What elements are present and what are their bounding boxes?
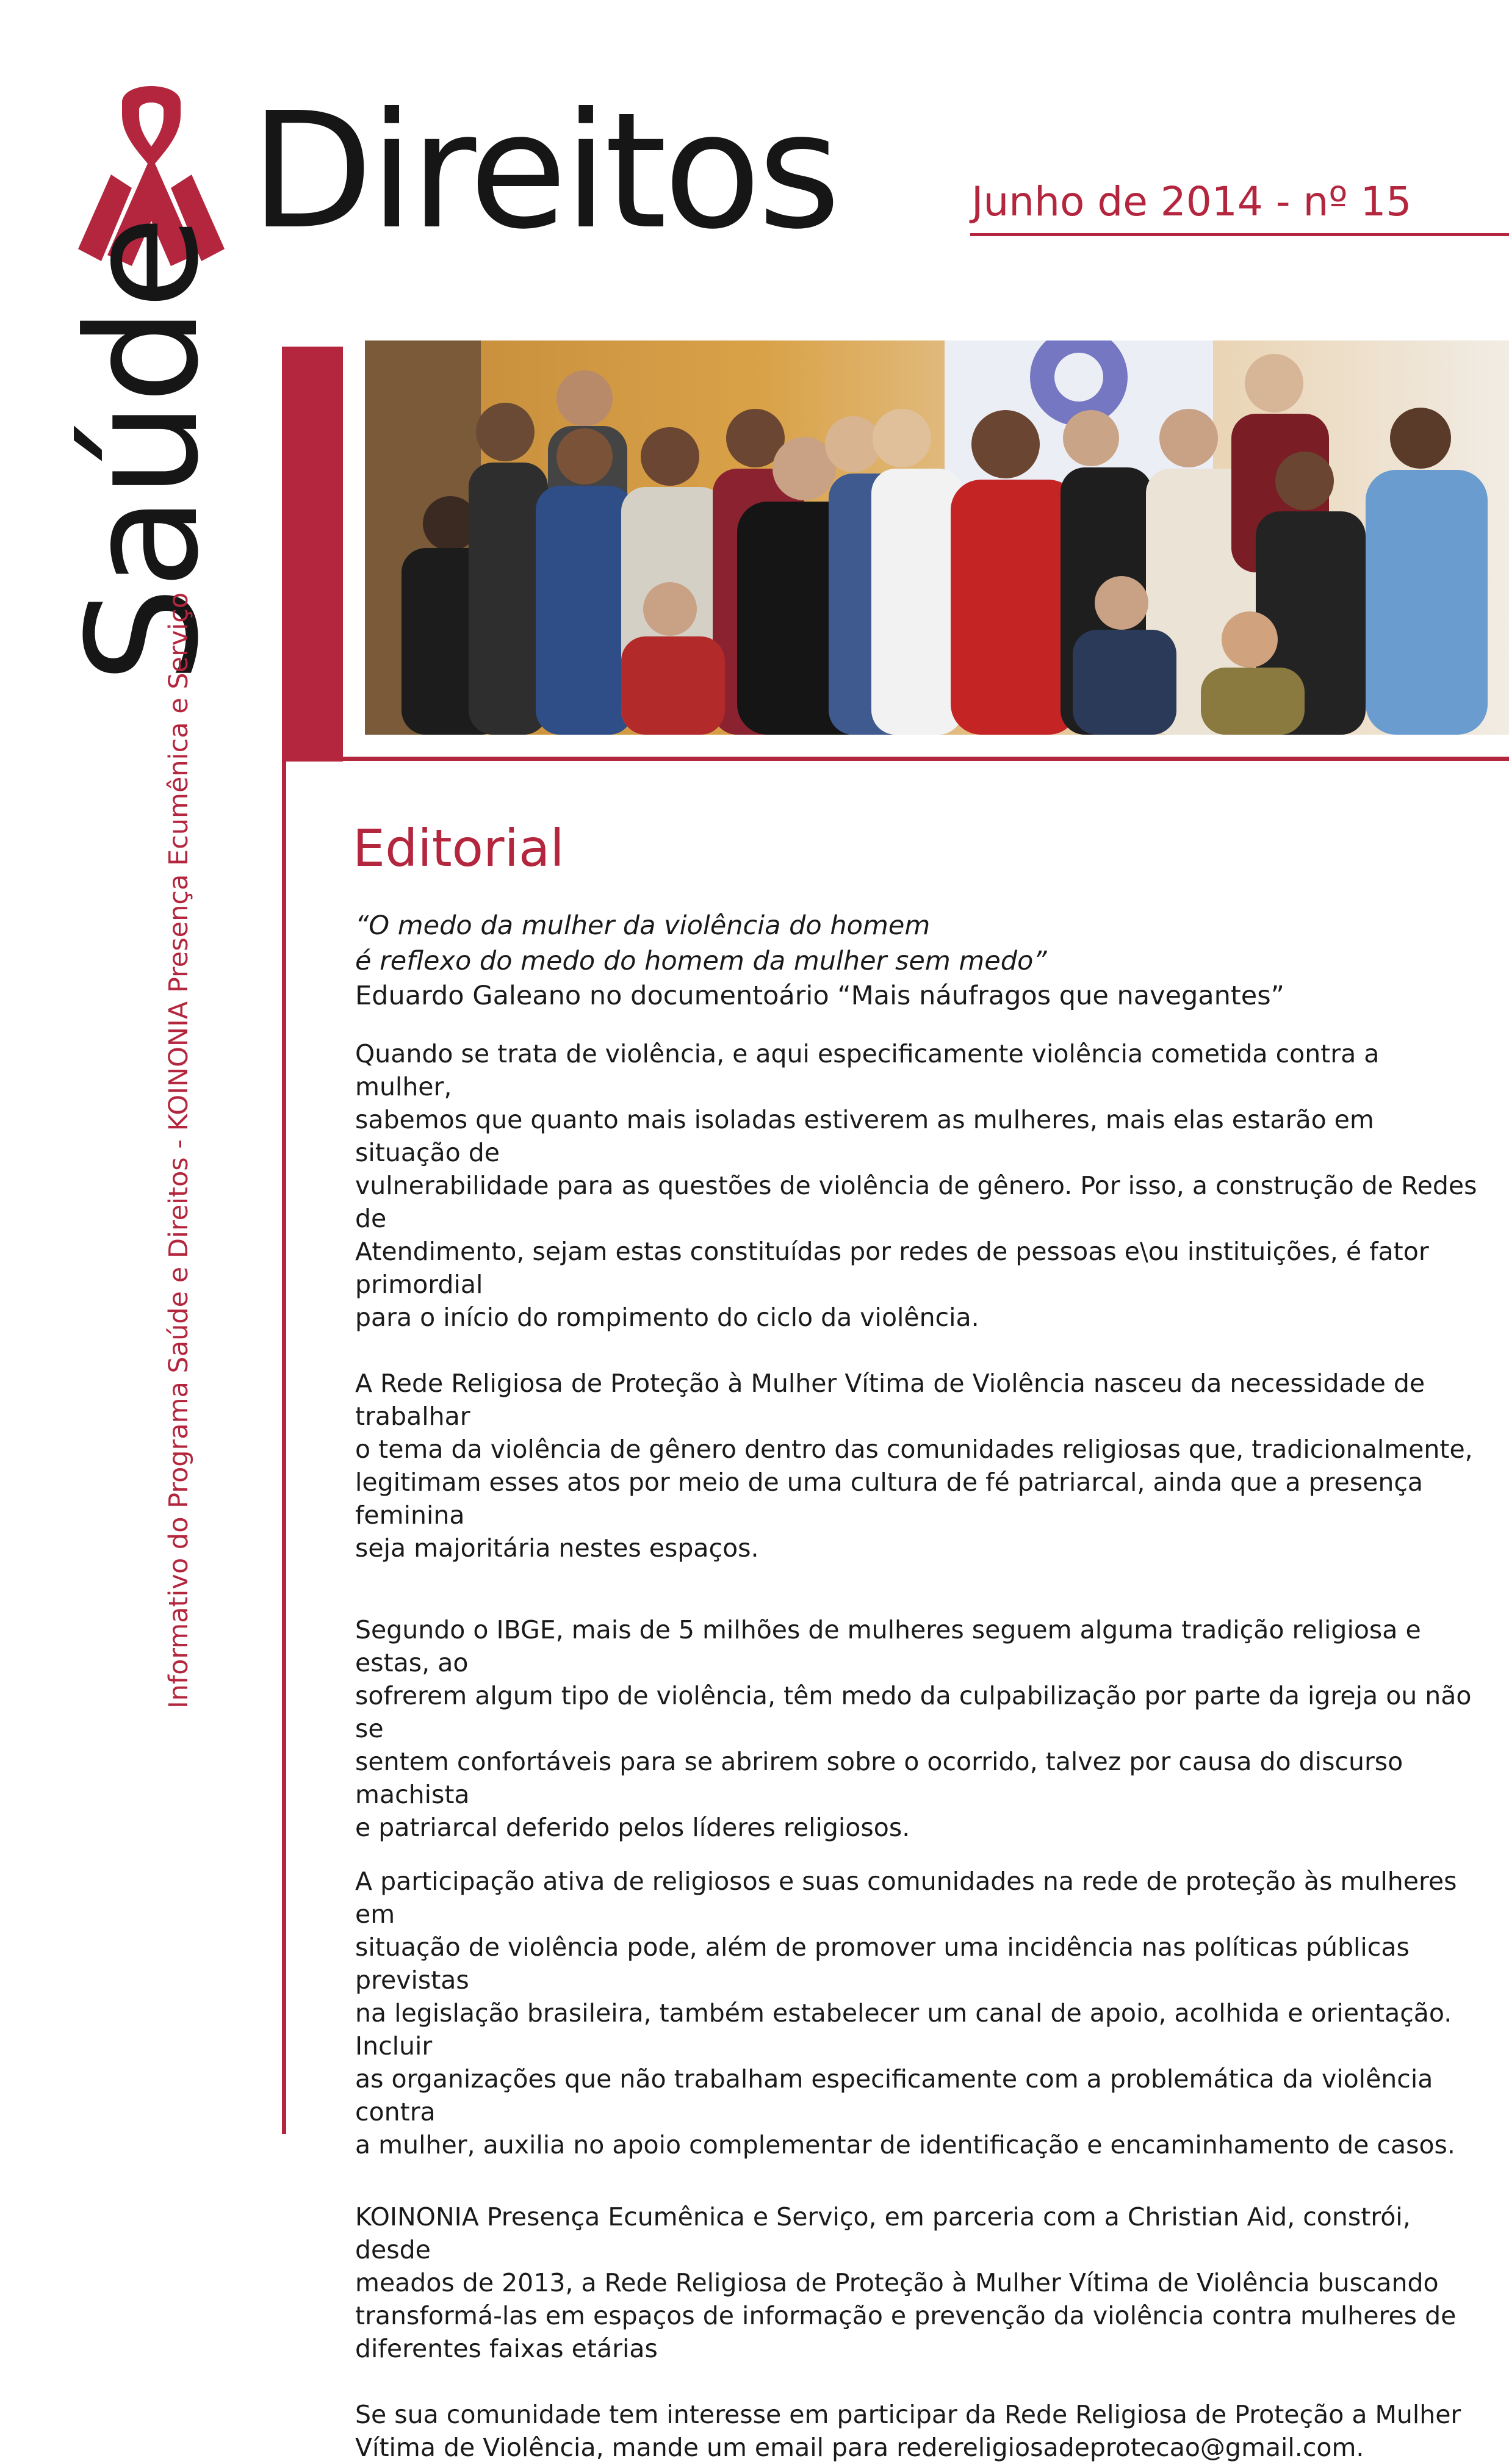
group-photo	[365, 340, 1509, 735]
issue-underline	[970, 233, 1509, 236]
photo-rule	[343, 757, 1509, 761]
side-caption: Informativo do Programa Saúde e Direitos - KOINONIA Presença Ecumênica e Serviço	[164, 592, 194, 1709]
editorial-body	[355, 1037, 1478, 2464]
paragraph-4: A participação ativa de religiosos e suas comunidades na rede de proteção às mulheres em situação de violência pode, além de promover uma incidência nas políticas públicas previstas na legislação brasileira, também estabelecer um canal de apoio, acolhida e orientação. Incluir as organizações que não trabalham especificamente com a problemática da violência contra a mulher, auxilia no apoio complementar de identificação e encaminhamento de casos.	[355, 1867, 1457, 2160]
masthead-title: Direitos	[250, 78, 838, 264]
paragraph-3: Segundo o IBGE, mais de 5 milhões de mulheres seguem alguma tradição religiosa e estas, ao sofrerem algum tipo de violência, têm medo da culpabilização por parte da igreja ou não se sentem confortáveis para se abrirem sobre o ocorrido, talvez por causa do discurso machista e patriarcal deferido pelos líderes religiosos.	[355, 1615, 1472, 1842]
editorial-heading: Editorial	[353, 818, 564, 878]
paragraph-1: Quando se trata de violência, e aqui especificamente violência cometida contra a mulher, sabemos que quanto mais isoladas estiverem as mulheres, mais elas estarão em situação de vulnerabilidade para as questões de violência de gênero. Por isso, a construção de Redes de Atendimento, sejam estas constituídas por redes de pessoas e\ou instituições, é fator primordial para o início do rompimento do ciclo da violência.	[355, 1039, 1477, 1332]
paragraph-6: Se sua comunidade tem interesse em participar da Rede Religiosa de Proteção a Mulher Vítima de Violência, mande um email para redereligiosadeprotecao@gmail.com.	[355, 2400, 1461, 2462]
vertical-masthead-title: Saúde	[54, 218, 232, 683]
editorial-quote: “O medo da mulher da violência do homem é reflexo do medo do homem da mulher sem medo”	[355, 910, 1047, 976]
accent-bar	[282, 347, 343, 762]
paragraph-5: KOINONIA Presença Ecumênica e Serviço, em parceria com a Christian Aid, constrói, desde meados de 2013, a Rede Religiosa de Proteção à Mulher Vítima de Violência buscando transformá-las em espaços de informação e prevenção da violência contra mulheres de diferentes faixas etárias	[355, 2202, 1457, 2363]
paragraph-2: A Rede Religiosa de Proteção à Mulher Vítima de Violência nasceu da necessidade de trabalhar o tema da violência de gênero dentro das comunidades religiosas que, tradicionalmente, legitimam esses atos por meio de uma cultura de fé patriarcal, ainda que a presença feminina seja majoritária nestes espaços.	[355, 1369, 1473, 1563]
issue-date: Junho de 2014 - nº 15	[971, 178, 1412, 225]
quote-source: Eduardo Galeano no documentoário “Mais náufragos que navegantes”	[355, 981, 1284, 1011]
left-rule	[282, 762, 286, 2134]
